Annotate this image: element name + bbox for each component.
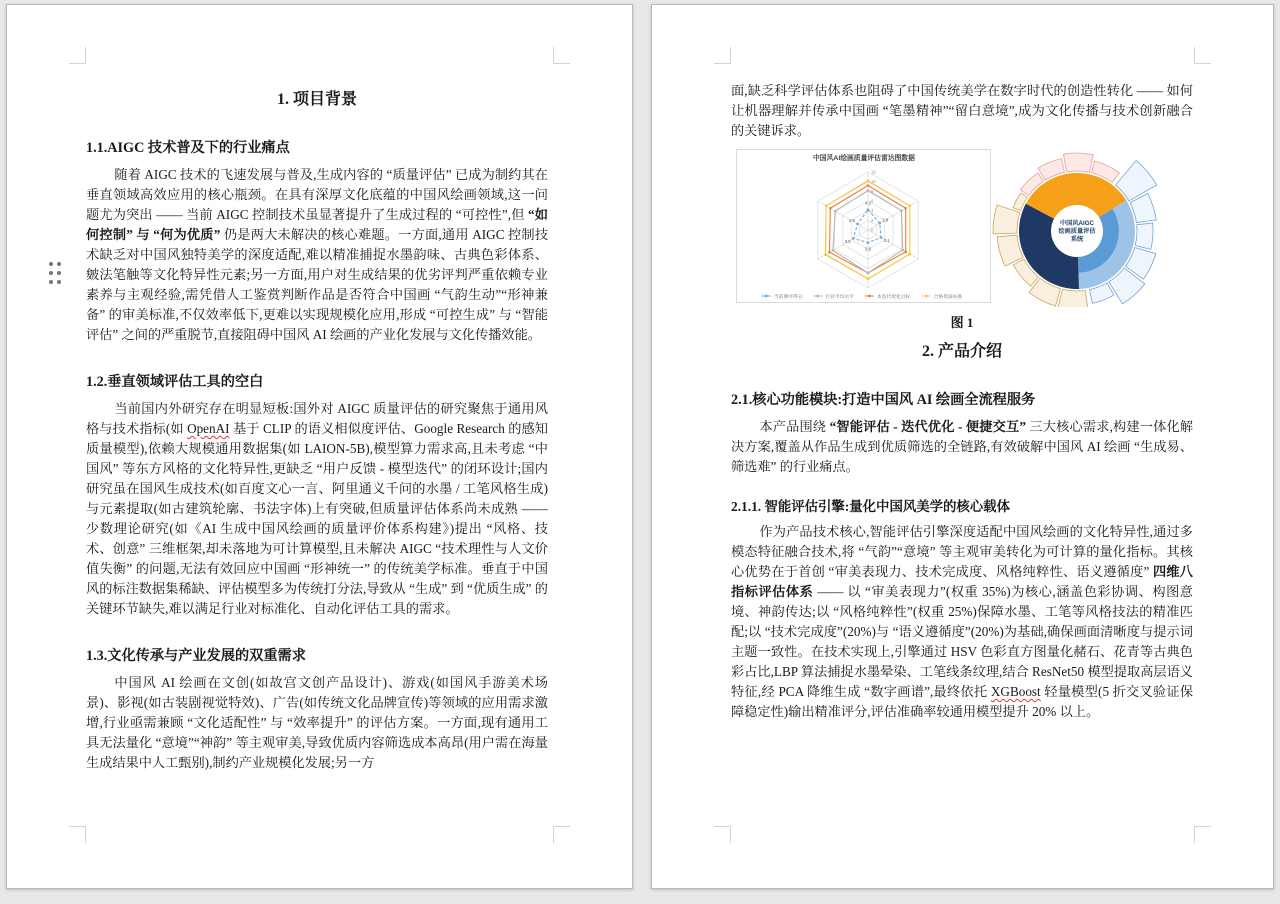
page-1-content: [86, 5, 548, 773]
radar-chart-svg: [737, 150, 990, 302]
section-heading-1-1: 1.1.AIGC 技术普及下的行业痛点: [86, 140, 290, 156]
section-heading-1-2: 1.2.垂直领域评估工具的空白: [86, 374, 264, 390]
svg-text:6: 6: [871, 198, 874, 204]
svg-text:0: 0: [871, 227, 874, 233]
svg-text:系统: 系统: [1070, 236, 1084, 243]
margin-mark-icon: [69, 47, 86, 64]
margin-mark-icon: [1194, 826, 1211, 843]
margin-mark-icon: [714, 826, 731, 843]
svg-text:2.8: 2.8: [882, 217, 889, 223]
svg-text:4.2: 4.2: [865, 200, 871, 206]
page-2-content: [731, 5, 1193, 722]
paragraph-drag-handle-icon[interactable]: [49, 262, 62, 289]
chapter-title-2: 2. 产品介绍: [921, 343, 1002, 360]
paragraph-1-2: 当前国内外研究存在明显短板:国外对 AIGC 质量评估的研究聚焦于通用风格与技术指标(如 OpenAI 基于 CLIP 的语义相似度评估、Google Research 的感知质量模型),依赖大规模通用数据集(如 LAION-5B),模型算力需求高,且未考虑 “中国风” 等东方风格的文化特异性,更缺乏 “用户反馈 - 模型迭代” 的闭环设计;国内研究虽在国风生成技术(如百度文心一言、阿里通义千问的水墨 / 工笔风格生成)与元素提取(如古建筑轮廓、书法字体)上有突破,但质量评估体系尚未成熟 —— 少数理论研究(如《AI 生成中国风绘画的质量评价体系构建》)提出 “风格、技术、创意” 三维框架,却未落地为可计算模型,且未解决 AIGC “技术理性与人文价值失衡” 的问题,无法有效回应中国画 “形神统一” 的传统美学标准。垂直于中国风的标注数据集稀缺、评估模型多为传统打分法,导致从 “生成” 到 “优质生成” 的关键环节缺失,难以满足行业对标准化、自动化评估工具的需求。: [86, 401, 548, 616]
svg-text:中国风AI绘画质量评估雷达图数据: 中国风AI绘画质量评估雷达图数据: [813, 155, 915, 162]
paragraph-1-3: 中国风 AI 绘画在文创(如故宫文创产品设计)、游戏(如国风手游美术场景)、影视(如古装剧视觉特效)、广告(如传统文化品牌宣传)等领域的应用需求激增,行业亟需兼顾 “文化适配性” 与 “效率提升” 的评估方案。一方面,现有通用工具无法量化 “意境”“神韵” 等主观审美,导致优质内容筛选成本高昂(用户需在海量生成结果中人工甄别),制约产业规模化发展;另一方: [86, 675, 548, 770]
svg-text:12: 12: [871, 169, 876, 175]
paragraph-2-1: 本产品围绕 “智能评估 - 迭代优化 - 便捷交互” 三大核心需求,构建一体化解决方案,覆盖从作品生成到优质筛选的全链路,有效破解中国风 AI 绘画 “生成易、筛选难” 的行业痛点。: [731, 419, 1194, 474]
sunburst-chart-svg: [989, 149, 1189, 307]
chapter-title-1: 1. 项目背景: [276, 91, 357, 108]
svg-text:10: 10: [871, 179, 876, 185]
figure-1: [731, 149, 1193, 307]
radar-chart: [736, 149, 991, 303]
page-1: [6, 4, 633, 889]
svg-text:绘画质量评估: 绘画质量评估: [1058, 228, 1096, 235]
svg-text:3.5: 3.5: [844, 239, 851, 245]
svg-text:2.6: 2.6: [865, 246, 871, 252]
svg-text:2: 2: [871, 217, 874, 223]
margin-mark-icon: [714, 47, 731, 64]
svg-text:本迭代优化目标: 本迭代优化目标: [876, 295, 911, 300]
svg-text:3.1: 3.1: [883, 238, 890, 244]
section-heading-2-1-1: 2.1.1. 智能评估引擎:量化中国风美学的核心载体: [731, 499, 1010, 514]
section-heading-1-3: 1.3.文化传承与产业发展的双重需求: [86, 648, 306, 664]
svg-text:合格优质标准: 合格优质标准: [933, 295, 963, 300]
svg-text:当前测评得分: 当前测评得分: [773, 295, 803, 300]
paragraph-1-3-continuation: 面,缺乏科学评估体系也阻碍了中国传统美学在数字时代的创造性转化 —— 如何让机器理解并传承中国画 “笔墨精神”“留白意境”,成为文化传播与技术创新融合的关键诉求。: [731, 83, 1193, 138]
svg-text:行业平均水平: 行业平均水平: [825, 295, 855, 300]
margin-mark-icon: [553, 47, 570, 64]
margin-mark-icon: [69, 826, 86, 843]
svg-text:中国风AIGC: 中国风AIGC: [1059, 220, 1095, 227]
page-2: [651, 4, 1274, 889]
paragraph-2-1-1: 作为产品技术核心,智能评估引擎深度适配中国风绘画的文化特异性,通过多模态特征融合技术,将 “气韵”“意境” 等主观审美转化为可计算的量化指标。其核心优势在于首创 “审美表现力、技术完成度、风格纯粹性、语义遵循度” 四维八指标评估体系 —— 以 “审美表现力”(权重 35%)为核心,涵盖色彩协调、构图意境、神韵传达;以 “风格纯粹性”(权重 25%)保障水墨、工笔等风格技法的精准匹配;以 “技术完成度”(20%)与 “语义遵循度”(20%)为基础,确保画面清晰度与提示词主题一致性。在技术实现上,引擎通过 HSV 色彩直方图量化赭石、花青等古典色彩占比,LBP 算法捕捉水墨晕染、工笔线条纹理,结合 ResNet50 模型提取高层语义特征,经 PCA 降维生成 “数字画谱”,最终依托 XGBoost 轻量模型(5 折交叉验证保障稳定性)输出精准评分,评估准确率较通用模型提升 20% 以上。: [731, 524, 1194, 719]
svg-text:8: 8: [871, 188, 874, 194]
sunburst-chart: [989, 149, 1189, 307]
section-heading-2-1: 2.1.核心功能模块:打造中国风 AI 绘画全流程服务: [731, 392, 1036, 408]
paragraph-1-1: 随着 AIGC 技术的飞速发展与普及,生成内容的 “质量评估” 已成为制约其在垂直领域高效应用的核心瓶颈。在具有深厚文化底蕴的中国风绘画领域,这一问题尤为突出 —— 当前 AIGC 控制技术虽显著提升了生成过程的 “可控性”,但 “如何控制” 与 “何为优质” 仍是两大未解决的核心难题。一方面,通用 AIGC 控制技术缺乏对中国风独特美学的深度适配,难以精准捕捉水墨韵味、古典色彩体系、皴法笔触等文化特异性元素;另一方面,用户对生成结果的优劣评判严重依赖专业素养与主观经验,需凭借人工鉴赏判断作品是否符合中国画 “气韵生动”“形神兼备” 的审美标准,不仅效率低下,更难以实现规模化应用,形成 “可控生成” 与 “智能评估” 之间的严重脱节,直接阻碍中国风 AI 绘画的产业化发展与文化传播效能。: [86, 167, 549, 342]
svg-text:4: 4: [871, 208, 874, 214]
margin-mark-icon: [553, 826, 570, 843]
svg-text:2.5: 2.5: [848, 218, 855, 224]
margin-mark-icon: [1194, 47, 1211, 64]
figure-caption: 图 1: [950, 315, 974, 330]
